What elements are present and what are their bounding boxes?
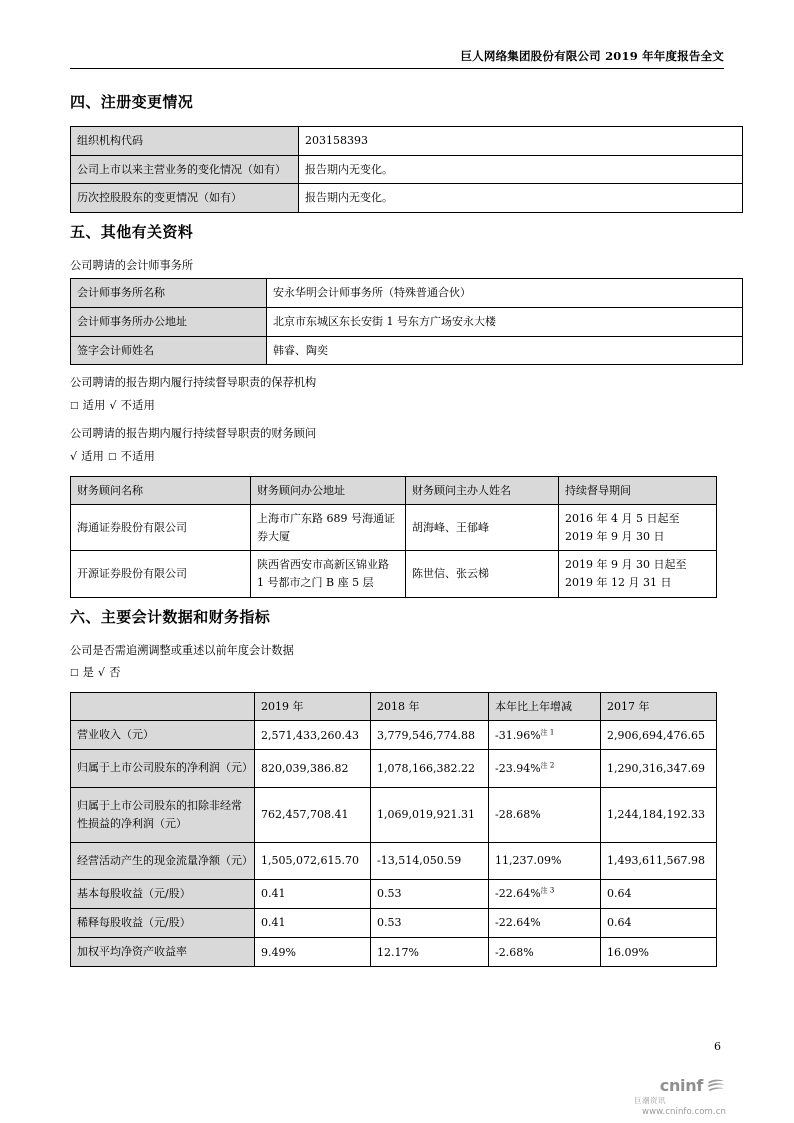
metric-label: 稀释每股收益（元/股） [71, 909, 255, 938]
table-row [71, 750, 717, 787]
row-label: 历次控股股东的变更情况（如有） [71, 184, 299, 213]
row-label: 会计师事务所名称 [71, 279, 267, 308]
value-2019: 0.41 [255, 909, 371, 938]
restatement-choice [70, 663, 724, 683]
page-content [70, 48, 724, 975]
table-row [71, 127, 743, 156]
choice-no-label: 否 [109, 666, 121, 680]
sponsor-caption: 公司聘请的报告期内履行持续督导职责的保荐机构 [70, 376, 317, 390]
value-2019: 2,571,433,260.43 [255, 721, 371, 750]
value-2019: 762,457,708.41 [255, 787, 371, 842]
column-header: 持续督导期间 [559, 476, 717, 505]
swoosh-icon [706, 1078, 726, 1094]
value-2018: 3,779,546,774.88 [371, 721, 489, 750]
change-value: -28.68% [495, 807, 541, 821]
column-header: 2018 年 [371, 692, 489, 721]
section-six-title: 六、主要会计数据和财务指标 [70, 607, 271, 626]
financial-advisor-table [70, 476, 717, 598]
cninfo-logo [598, 1076, 726, 1117]
advisor-period: 2016 年 4 月 5 日起至 2019 年 9 月 30 日 [559, 505, 717, 551]
row-label: 会计师事务所办公地址 [71, 307, 267, 336]
key-financial-indicators-table [70, 692, 717, 968]
row-label: 签字会计师姓名 [71, 336, 267, 365]
row-label: 组织机构代码 [71, 127, 299, 156]
accounting-firm-caption: 公司聘请的会计师事务所 [70, 258, 194, 272]
column-header: 财务顾问办公地址 [251, 476, 406, 505]
value-2018: 1,078,166,382.22 [371, 750, 489, 787]
logo-url: www.cninfo.com.cn [642, 1107, 726, 1117]
row-value: 韩睿、陶奕 [267, 336, 743, 365]
advisor-period: 2019 年 9 月 30 日起至 2019 年 12 月 31 日 [559, 551, 717, 597]
checkbox-unchecked-icon[interactable]: □ [70, 668, 79, 679]
row-value: 报告期内无变化。 [299, 155, 743, 184]
value-change [489, 879, 601, 908]
value-change [489, 787, 601, 842]
value-2017: 2,906,694,476.65 [601, 721, 717, 750]
value-change [489, 721, 601, 750]
change-value: -22.64% [495, 887, 541, 901]
checkbox-checked-icon[interactable]: √ [70, 449, 78, 463]
change-value: 11,237.09% [495, 854, 562, 868]
value-2018: 0.53 [371, 879, 489, 908]
value-2019: 1,505,072,615.70 [255, 842, 371, 879]
value-change [489, 750, 601, 787]
change-value: -2.68% [495, 945, 534, 959]
value-2017: 0.64 [601, 879, 717, 908]
checkbox-unchecked-icon[interactable]: □ [70, 400, 79, 411]
section-four-title: 四、注册变更情况 [70, 93, 194, 111]
table-row [71, 184, 743, 213]
row-value: 北京市东城区东长安街 1 号东方广场安永大楼 [267, 307, 743, 336]
checkbox-unchecked-icon[interactable]: □ [108, 451, 117, 462]
page-number: 6 [714, 1040, 721, 1053]
table-row [71, 909, 717, 938]
table-row [71, 938, 717, 967]
choice-not-applicable-label: 不适用 [120, 449, 156, 463]
value-2018: 0.53 [371, 909, 489, 938]
footnote-ref: 注 3 [540, 886, 555, 895]
advisor-address: 上海市广东路 689 号海通证券大厦 [251, 505, 406, 551]
row-label: 公司上市以来主营业务的变化情况（如有） [71, 155, 299, 184]
registration-change-table [70, 126, 743, 213]
table-row [71, 787, 717, 842]
metric-label: 经营活动产生的现金流量净额（元） [71, 842, 255, 879]
logo-row [598, 1076, 726, 1095]
table-row [71, 307, 743, 336]
accounting-firm-table [70, 278, 743, 365]
advisor-applicability-choice [70, 447, 724, 467]
footnote-ref: 注 2 [540, 761, 555, 770]
table-row [71, 551, 717, 597]
metric-label: 归属于上市公司股东的净利润（元） [71, 750, 255, 787]
choice-not-applicable-label: 不适用 [120, 398, 156, 412]
metric-label: 加权平均净资产收益率 [71, 938, 255, 967]
change-value: -31.96% [495, 728, 541, 742]
restatement-caption: 公司是否需追溯调整或重述以前年度会计数据 [70, 643, 294, 657]
checkbox-checked-icon[interactable]: √ [109, 398, 117, 412]
table-row [71, 279, 743, 308]
running-header: 巨人网络集团股份有限公司 2019 年年度报告全文 [460, 49, 724, 63]
value-2017: 1,493,611,567.98 [601, 842, 717, 879]
value-2019: 0.41 [255, 879, 371, 908]
table-header-row [71, 692, 717, 721]
metric-label: 基本每股收益（元/股） [71, 879, 255, 908]
table-header-row [71, 476, 717, 505]
table-row [71, 879, 717, 908]
value-2018: -13,514,050.59 [371, 842, 489, 879]
value-2019: 9.49% [255, 938, 371, 967]
row-value: 报告期内无变化。 [299, 184, 743, 213]
table-row [71, 842, 717, 879]
metric-label: 营业收入（元） [71, 721, 255, 750]
row-value: 203158393 [299, 127, 743, 156]
advisor-address: 陕西省西安市高新区锦业路 1 号都市之门 B 座 5 层 [251, 551, 406, 597]
row-value: 安永华明会计师事务所（特殊普通合伙） [267, 279, 743, 308]
sponsor-applicability-choice [70, 396, 724, 416]
change-value: -22.64% [495, 916, 541, 930]
table-row [71, 155, 743, 184]
footnote-ref: 注 1 [540, 727, 555, 736]
column-header: 2019 年 [255, 692, 371, 721]
value-2017: 16.09% [601, 938, 717, 967]
logo-wordmark: cninf [659, 1076, 703, 1095]
logo-chinese-name: 巨潮资讯 [634, 1096, 666, 1105]
advisor-person: 胡海峰、王郁峰 [406, 505, 559, 551]
column-header: 本年比上年增减 [489, 692, 601, 721]
value-2018: 12.17% [371, 938, 489, 967]
metric-label: 归属于上市公司股东的扣除非经常性损益的净利润（元） [71, 787, 255, 842]
table-row [71, 505, 717, 551]
value-2017: 0.64 [601, 909, 717, 938]
value-change [489, 842, 601, 879]
column-header-blank [71, 692, 255, 721]
choice-yes-label: 是 [82, 666, 95, 680]
value-2017: 1,244,184,192.33 [601, 787, 717, 842]
value-2018: 1,069,019,921.31 [371, 787, 489, 842]
table-row [71, 336, 743, 365]
checkbox-checked-icon[interactable]: √ [98, 666, 106, 680]
table-row [71, 721, 717, 750]
change-value: -23.94% [495, 761, 541, 775]
value-change [489, 909, 601, 938]
choice-applicable-label: 适用 [81, 449, 105, 463]
choice-applicable-label: 适用 [82, 398, 106, 412]
value-2017: 1,290,316,347.69 [601, 750, 717, 787]
value-2019: 820,039,386.82 [255, 750, 371, 787]
advisor-person: 陈世信、张云梯 [406, 551, 559, 597]
advisor-name: 海通证券股份有限公司 [71, 505, 251, 551]
header-rule [70, 68, 724, 69]
column-header: 财务顾问主办人姓名 [406, 476, 559, 505]
advisor-caption: 公司聘请的报告期内履行持续督导职责的财务顾问 [70, 427, 317, 441]
section-five-title: 五、其他有关资料 [70, 222, 194, 241]
column-header: 财务顾问名称 [71, 476, 251, 505]
advisor-name: 开源证券股份有限公司 [71, 551, 251, 597]
value-change [489, 938, 601, 967]
column-header: 2017 年 [601, 692, 717, 721]
